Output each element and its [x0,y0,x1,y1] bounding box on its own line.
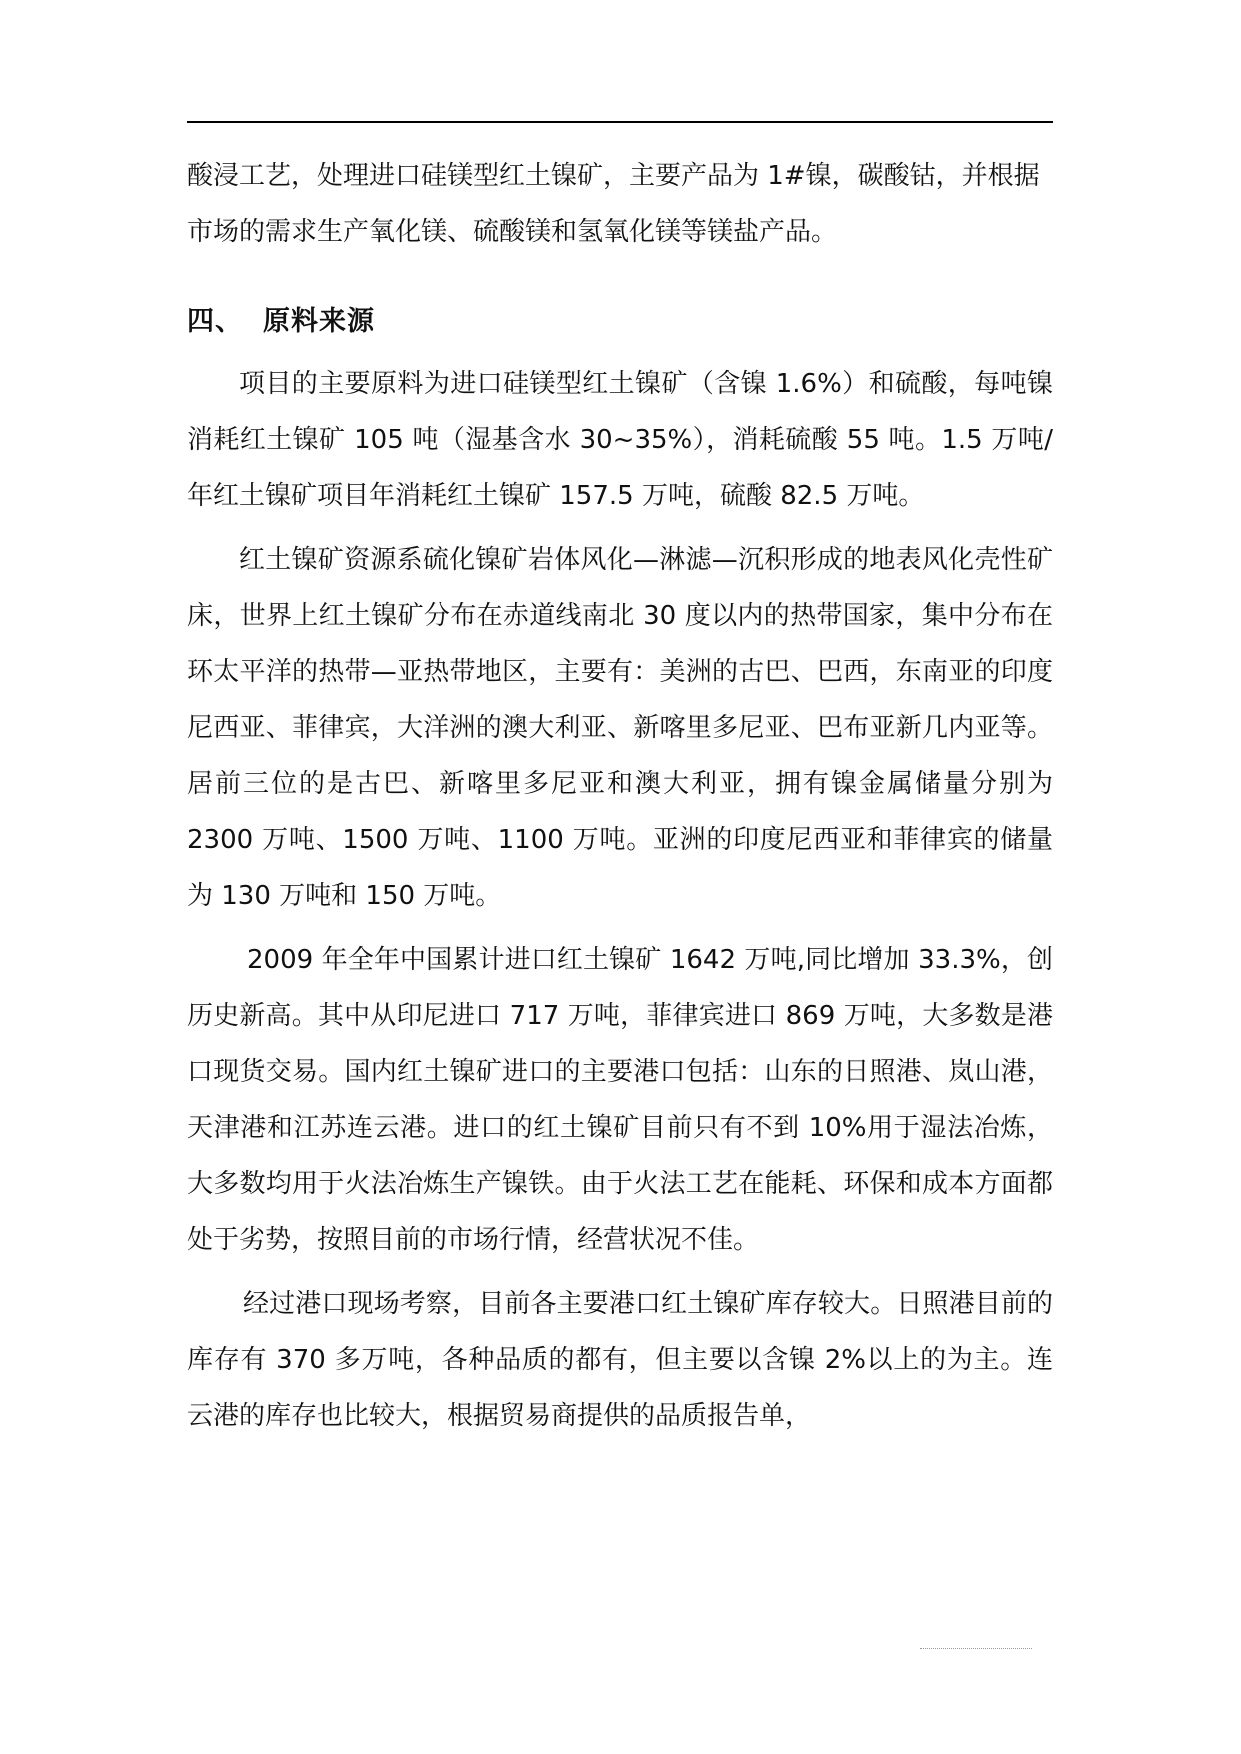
section-title: 原料来源 [263,306,375,337]
header-rule [187,121,1053,123]
document-body [187,148,1053,1444]
paragraph-imports-2009: 2009 年全年中国累计进口红土镍矿 1642 万吨,同比增加 33.3%，创历史新高。其中从印尼进口 717 万吨，菲律宾进口 869 万吨，大多数是港口现货交易。国内红土镍矿进口的主要港口包括：山东的日照港、岚山港，天津港和江苏连云港。进口的红土镍矿目前只有不到 10%用于湿法冶炼，大多数均用于火法冶炼生产镍铁。由于火法工艺在能耗、环保和成本方面都处于劣势，按照目前的市场行情，经营状况不佳。 [187,945,1053,1255]
paragraph-intro-continuation: 酸浸工艺，处理进口硅镁型红土镍矿，主要产品为 1#镍，碳酸钴，并根据市场的需求生产氧化镁、硫酸镁和氢氧化镁等镁盐产品。 [187,161,1040,247]
section-heading [187,294,1053,350]
footer-dotted-line [920,1648,1032,1649]
paragraph-port-inventory: 经过港口现场考察，目前各主要港口红土镍矿库存较大。日照港目前的库存有 370 多万吨，各种品质的都有，但主要以含镍 2%以上的为主。连云港的库存也比较大，根据贸易商提供的品质报告单， [187,1289,1053,1431]
paragraph-resource-distribution: 红土镍矿资源系硫化镍矿岩体风化—淋滤—沉积形成的地表风化壳性矿床，世界上红土镍矿分布在赤道线南北 30 度以内的热带国家，集中分布在环太平洋的热带—亚热带地区，主要有：美洲的古巴、巴西，东南亚的印度尼西亚、菲律宾，大洋洲的澳大利亚、新喀里多尼亚、巴布亚新几内亚等。居前三位的是古巴、新喀里多尼亚和澳大利亚，拥有镍金属储量分别为 2300 万吨、1500 万吨、1100 万吨。亚洲的印度尼西亚和菲律宾的储量为 130 万吨和 150 万吨。 [187,545,1053,911]
paragraph-raw-material: 项目的主要原料为进口硅镁型红土镍矿（含镍 1.6%）和硫酸，每吨镍消耗红土镍矿 105 吨（湿基含水 30~35%），消耗硫酸 55 吨。1.5 万吨/年红土镍矿项目年消耗红土镍矿 157.5 万吨，硫酸 82.5 万吨。 [187,369,1053,511]
section-number: 四、 [187,306,243,337]
